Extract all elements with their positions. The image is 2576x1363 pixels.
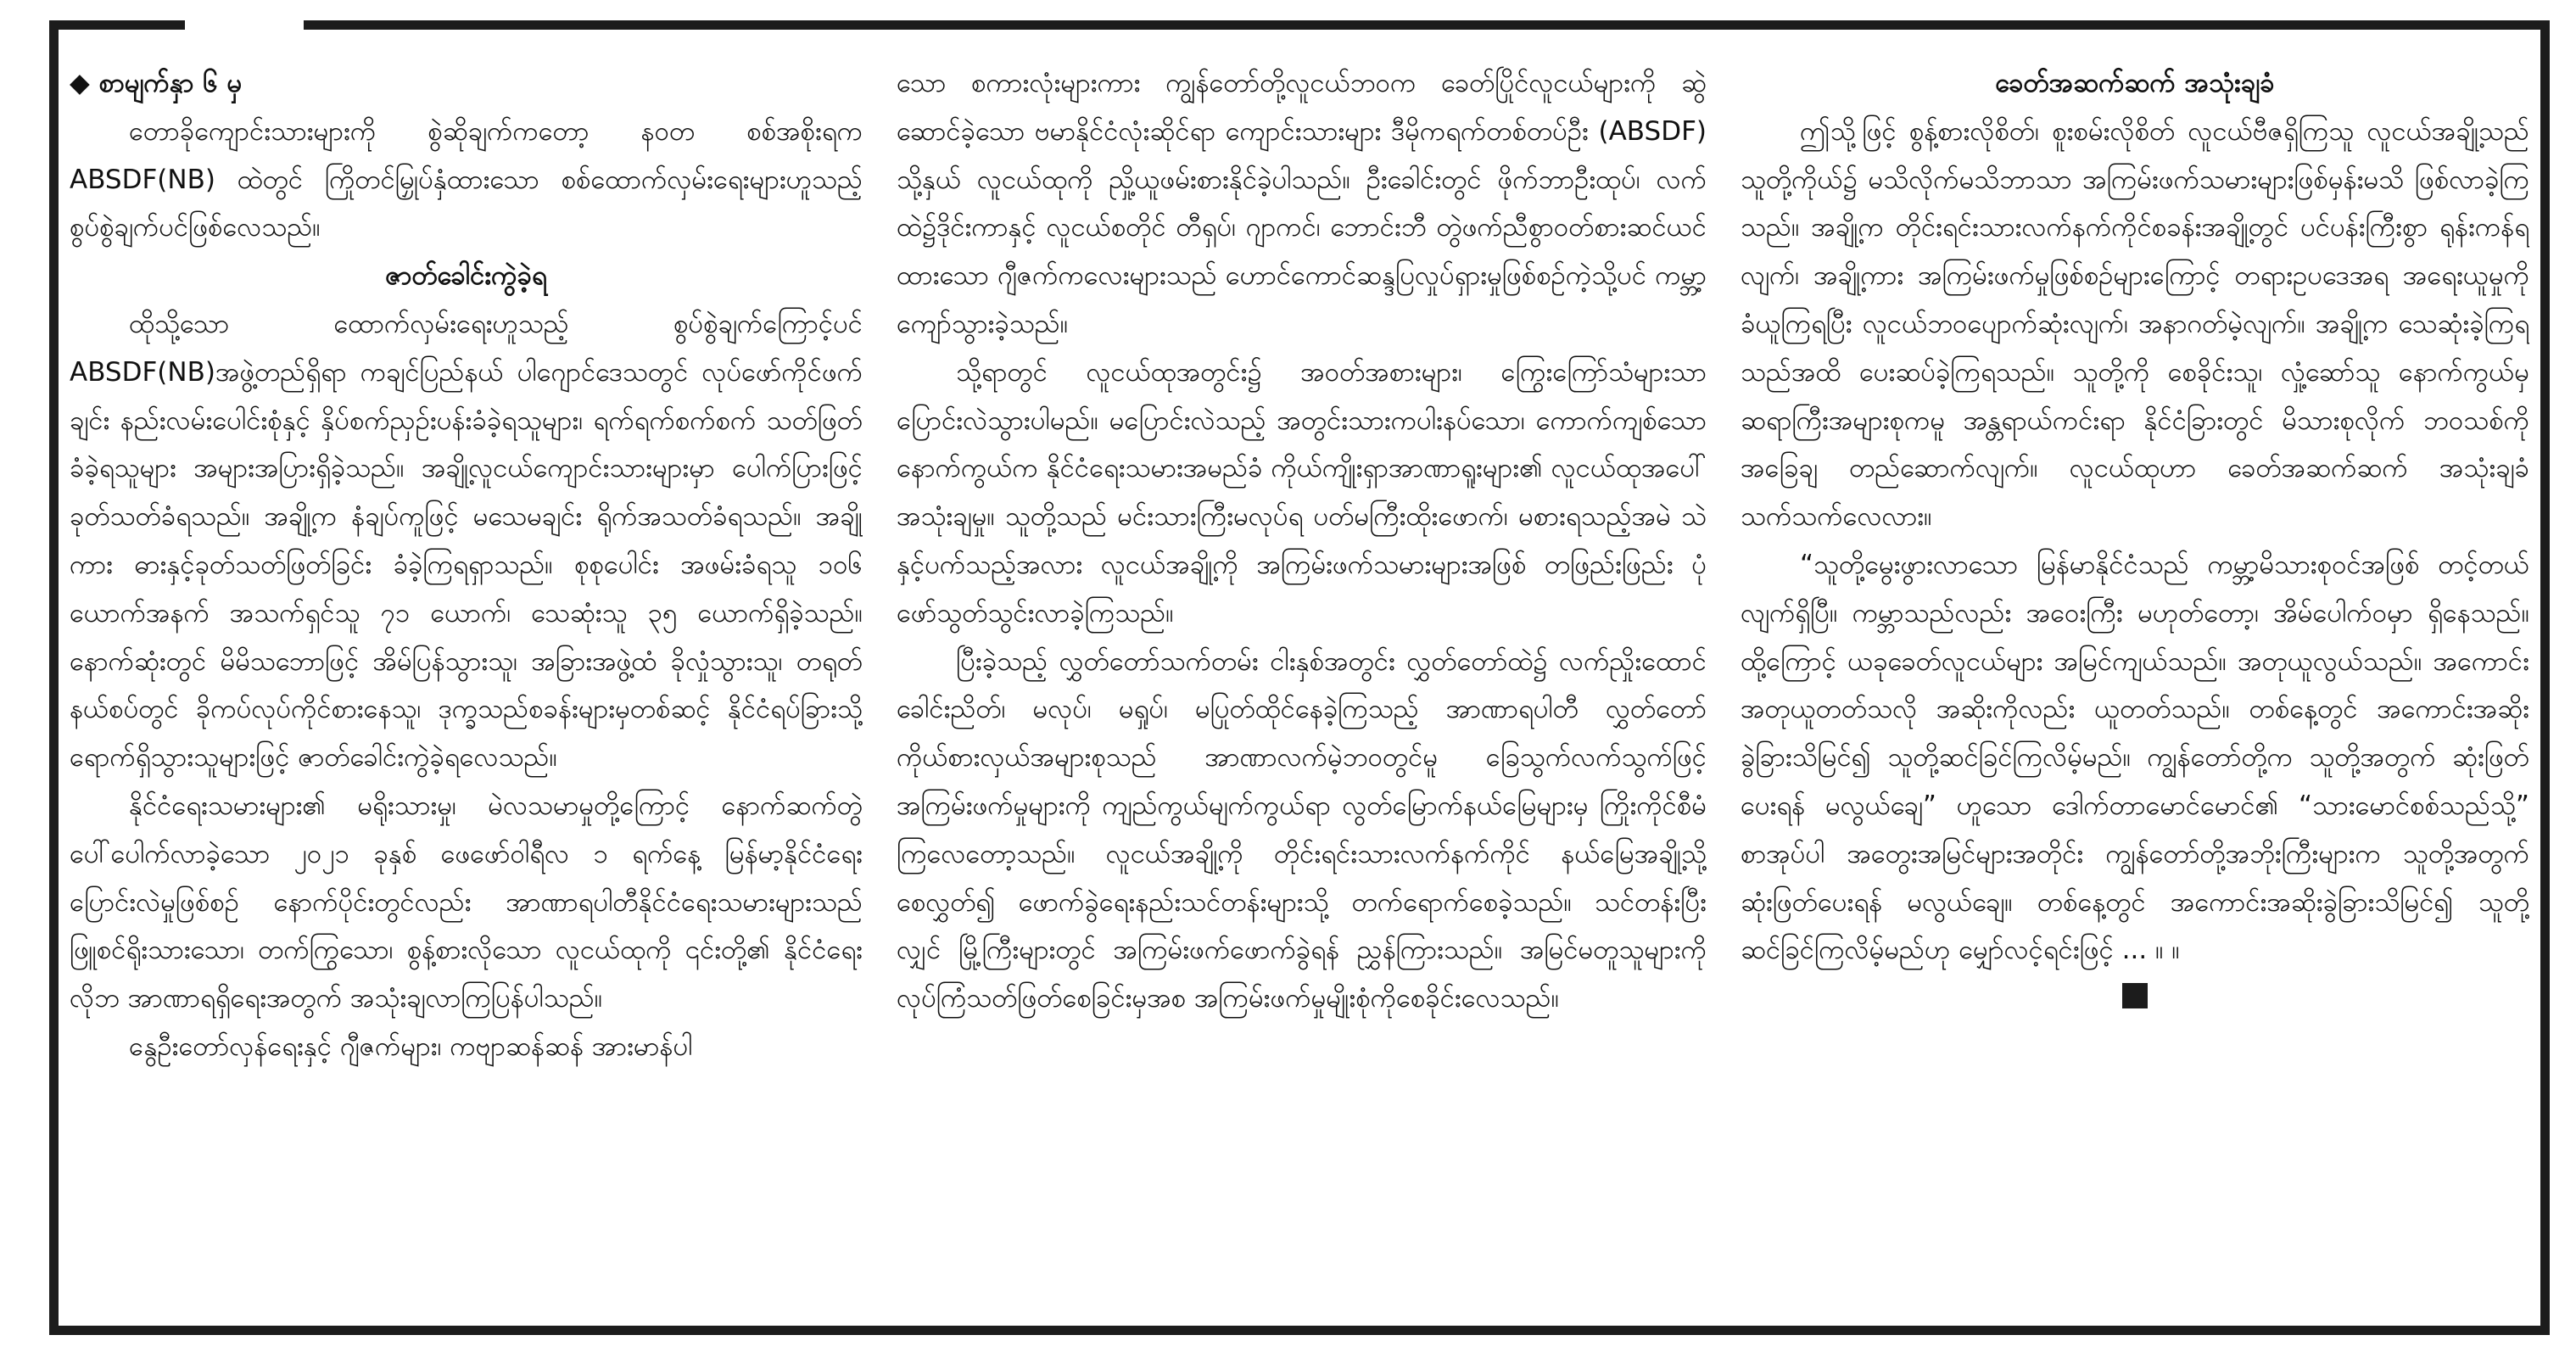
- paragraph: တောခိုကျောင်းသားများကို စွဲဆိုချက်ကတော့ နဝတ စစ်အစိုးရက ABSDF(NB) ထဲတွင် ကြိုတင်မြှုပ်နှံထားသော စစ်ထောက်လှမ်းရေးများဟူသည့် စွပ်စွဲချက်ပင်ဖြစ်လေသည်။: [70, 115, 863, 243]
- paragraph: ဤသို့ဖြင့် စွန့်စားလိုစိတ်၊ စူးစမ်းလိုစိတ် လူငယ်ဗီဇရှိကြသူ လူငယ်အချို့သည် သူတို့ကိုယ်၌ မသိလိုက်မသိဘာသာ အကြမ်းဖက်သမားများဖြစ်မှန်းမသိ ဖြစ်လာခဲ့ကြသည်။ အချို့က တိုင်းရင်းသားလက်နက်ကိုင်စခန်းအချို့တွင် ပင်ပန်းကြီးစွာ ရုန်းကန်ရလျက်၊ အချို့ကား အကြမ်းဖက်မှုဖြစ်စဉ်များကြောင့် တရားဥပဒေအရ အရေးယူမှုကို ခံယူကြရပြီး လူငယ်ဘဝပျောက်ဆုံးလျက်၊ အနာဂတ်မဲ့လျက်။ အချို့က သေဆုံးခဲ့ကြရသည်အထိ ပေးဆပ်ခဲ့ကြရသည်။ သူတို့ကို စေခိုင်းသူ၊ လှုံ့ဆော်သူ နောက်ကွယ်မှဆရာကြီးအများစုကမူ အန္တရာယ်ကင်းရာ နိုင်ငံခြားတွင် မိသားစုလိုက် ဘဝသစ်ကို အခြေချ တည်ဆောက်လျက်။ လူငယ်ထုဟာ ခေတ်အဆက်ဆက် အသုံးချခံ သက်သက်လေလား။: [1741, 115, 2529, 533]
- paragraph: ပြီးခဲ့သည့် လွှတ်တော်သက်တမ်း ငါးနှစ်အတွင်း လွှတ်တော်ထဲ၌ လက်ညှိုးထောင် ခေါင်းညိတ်၊ မလုပ်၊ မရှုပ်၊ မပြုတ်ထိုင်နေခဲ့ကြသည့် အာဏာရပါတီ လွှတ်တော်ကိုယ်စားလှယ်အများစုသည် အာဏာလက်မဲ့ဘဝတွင်မူ ခြေသွက်လက်သွက်ဖြင့် အကြမ်းဖက်မှုများကို ကျည်ကွယ်မျက်ကွယ်ရာ လွတ်မြောက်နယ်မြေများမှ ကြိုးကိုင်စီမံကြလေတော့သည်။ လူငယ်အချို့ကို တိုင်းရင်းသားလက်နက်ကိုင် နယ်မြေအချို့သို့စေလွှတ်၍ ဖောက်ခွဲရေးနည်းသင်တန်းများသို့ တက်ရောက်စေခဲ့သည်။ သင်တန်းပြီးလျှင် မြို့ကြီးများတွင် အကြမ်းဖက်ဖောက်ခွဲရန် ညွှန်ကြားသည်။ အမြင်မတူသူများကို လုပ်ကြံသတ်ဖြတ်စေခြင်းမှအစ အကြမ်းဖက်မှုမျိုးစုံကိုစေခိုင်းလေသည်။: [897, 645, 1707, 1014]
- column-2: [897, 59, 1707, 1306]
- end-of-article-square-icon: [2122, 983, 2148, 1008]
- column-1: [70, 59, 863, 1306]
- article-columns: [70, 59, 2529, 1306]
- paragraph: နွေဦးတော်လှန်ရေးနှင့် ဂျီဇက်များ၊ ကဗျာဆန်ဆန် အားမာန်ပါ: [129, 1031, 693, 1062]
- paragraph: နိုင်ငံရေးသမားများ၏ မရိုးသားမှု၊ မဲလသမာမှုတို့ကြောင့် နောက်ဆက်တွဲ ပေါ်ပေါက်လာခဲ့သော ၂၀၂၁ ခုနှစ် ဖေဖော်ဝါရီလ ၁ ရက်နေ့ မြန်မာ့နိုင်ငံရေး ပြောင်းလဲမှုဖြစ်စဉ် နောက်ပိုင်းတွင်လည်း အာဏာရပါတီနိုင်ငံရေးသမားများသည် ဖြူစင်ရိုးသားသော၊ တက်ကြွသော၊ စွန့်စားလိုသော လူငယ်ထုကို ၎င်းတို့၏ နိုင်ငံရေးလိုဘ အာဏာရရှိရေးအတွက် အသုံးချလာကြပြန်ပါသည်။: [70, 790, 863, 1014]
- section-heading: ဇာတ်ခေါင်းကွဲခဲ့ရ: [385, 260, 547, 292]
- paragraph: သို့ရာတွင် လူငယ်ထုအတွင်း၌ အဝတ်အစားများ၊ ကြွေးကြော်သံများသာ ပြောင်းလဲသွားပါမည်။ မပြောင်းလဲသည့် အတွင်းသားကပါးနပ်သော၊ ကောက်ကျစ်သော နောက်ကွယ်က နိုင်ငံရေးသမားအမည်ခံ ကိုယ်ကျိုးရှာအာဏာရူးများ၏ လူငယ်ထုအပေါ် အသုံးချမှု။ သူတို့သည် မင်းသားကြီးမလုပ်ရ ပတ်မကြီးထိုးဖောက်၊ မစားရသည့်အမဲ သဲနှင့်ပက်သည့်အလား လူငယ်အချို့ကို အကြမ်းဖက်သမားများအဖြစ် တဖြည်းဖြည်း ပုံဖော်သွတ်သွင်းလာခဲ့ကြသည်။: [897, 356, 1707, 628]
- section-heading: ခေတ်အဆက်ဆက် အသုံးချခံ: [1995, 68, 2275, 98]
- paragraph: ထိုသို့သော ထောက်လှမ်းရေးဟူသည့် စွပ်စွဲချက်ကြောင့်ပင် ABSDF(NB)အဖွဲ့တည်ရှိရာ ကချင်ပြည်နယ် ပါဂျောင်ဒေသတွင် လုပ်ဖော်ကိုင်ဖက်ချင်း နည်းလမ်းပေါင်းစုံနှင့် နှိပ်စက်ညှဉ်းပန်းခံခဲ့ရသူများ၊ ရက်ရက်စက်စက် သတ်ဖြတ်ခံခဲ့ရသူများ အများအပြားရှိခဲ့သည်။ အချို့လူငယ်ကျောင်းသားများမှာ ပေါက်ပြားဖြင့် ခုတ်သတ်ခံရသည်။ အချို့က နံချပ်ကူဖြင့် မသေမချင်း ရိုက်အသတ်ခံရသည်။ အချို့ကား ဓားနှင့်ခုတ်သတ်ဖြတ်ခြင်း ခံခဲ့ကြရရှာသည်။ စုစုပေါင်း အဖမ်းခံရသူ ၁၀၆ ယောက်အနက် အသက်ရှင်သူ ၇၁ ယောက်၊ သေဆုံးသူ ၃၅ ယောက်ရှိခဲ့သည်။ နောက်ဆုံးတွင် မိမိသဘောဖြင့် အိမ်ပြန်သွားသူ၊ အခြားအဖွဲ့ထံ ခိုလှုံသွားသူ၊ တရုတ်နယ်စပ်တွင် ခိုကပ်လုပ်ကိုင်စားနေသူ၊ ဒုက္ခသည်စခန်းများမှတစ်ဆင့် နိုင်ငံရပ်ခြားသို့ရောက်ရှိသွားသူများဖြင့် ဇာတ်ခေါင်းကွဲခဲ့ရလေသည်။: [70, 308, 863, 774]
- continued-from-heading: ◆ စာမျက်နှာ ၆ မှ: [70, 68, 243, 98]
- paragraph: “သူတို့မွေးဖွားလာသော မြန်မာနိုင်ငံသည် ကမ္ဘာ့မိသားစုဝင်အဖြစ် တင့်တယ်လျက်ရှိပြီ။ ကမ္ဘာသည်လည်း အဝေးကြီး မဟုတ်တော့၊ အိမ်ပေါက်ဝမှာ ရှိနေသည်။ ထို့ကြောင့် ယခုခေတ်လူငယ်များ အမြင်ကျယ်သည်။ အတုယူလွယ်သည်။ အကောင်းအတုယူတတ်သလို အဆိုးကိုလည်း ယူတတ်သည်။ တစ်နေ့တွင် အကောင်းအဆိုး ခွဲခြားသိမြင်၍ သူတို့ဆင်ခြင်ကြလိမ့်မည်။ ကျွန်တော်တို့က သူတို့အတွက် ဆုံးဖြတ်ပေးရန် မလွယ်ချေ” ဟူသော ဒေါက်တာမောင်မောင်၏ “သားမောင်စစ်သည်သို့” စာအုပ်ပါ အတွေးအမြင်များအတိုင်း ကျွန်တော်တို့အဘိုးကြီးများက သူတို့အတွက် ဆုံးဖြတ်ပေးရန် မလွယ်ချေ။ တစ်နေ့တွင် အကောင်းအဆိုးခွဲခြားသိမြင်၍ သူတို့ဆင်ခြင်ကြလိမ့်မည်ဟု မျှော်လင့်ရင်းဖြင့် ... ။ ။: [1741, 549, 2529, 966]
- paragraph: သော စကားလုံးများကား ကျွန်တော်တို့လူငယ်ဘဝက ခေတ်ပြိုင်လူငယ်များကို ဆွဲဆောင်ခဲ့သော ဗမာနိုင်ငံလုံးဆိုင်ရာ ကျောင်းသားများ ဒီမိုကရက်တစ်တပ်ဦး (ABSDF) သို့နှယ် လူငယ်ထုကို ညှို့ယူဖမ်းစားနိုင်ခဲ့ပါသည်။ ဦးခေါင်းတွင် ဖိုက်ဘာဦးထုပ်၊ လက်ထဲ၌ဒိုင်းကာနှင့် လူငယ်စတိုင် တီရှပ်၊ ဂျာကင်၊ ဘောင်းဘီ တွဲဖက်ညီစွာဝတ်စားဆင်ယင်ထားသော ဂျီဇက်ကလေးများသည် ဟောင်ကောင်ဆန္ဒပြလှုပ်ရှားမှုဖြစ်စဉ်ကဲ့သို့ပင် ကမ္ဘာ့ကျော်သွားခဲ့သည်။: [897, 68, 1707, 339]
- column-3: [1741, 59, 2529, 1306]
